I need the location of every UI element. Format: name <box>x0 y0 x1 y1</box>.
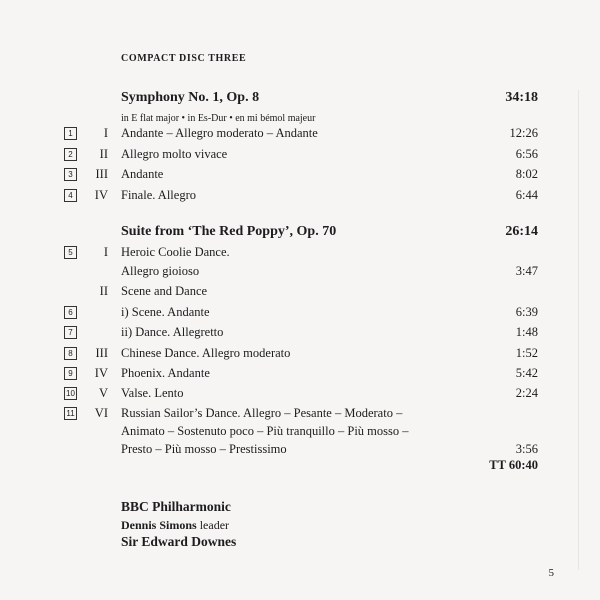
track-time: 3:47 <box>515 264 538 278</box>
track-number: 9 <box>64 367 77 380</box>
track-title: Valse. Lento <box>121 386 184 400</box>
track-time: 8:02 <box>515 167 538 181</box>
track-title: Chinese Dance. Allegro moderato <box>121 346 291 360</box>
track-number: 10 <box>64 387 77 400</box>
movement-numeral: I <box>103 245 108 259</box>
conductor-name: Sir Edward Downes <box>121 534 237 549</box>
track-row <box>0 147 600 167</box>
track-time: 2:24 <box>515 386 538 400</box>
movement-numeral: III <box>95 167 108 181</box>
track-row <box>0 325 600 345</box>
track-title: Russian Sailor’s Dance. Allegro – Pesante – Moderato – <box>121 406 403 420</box>
movement-numeral: II <box>99 284 108 298</box>
movement-numeral: III <box>95 346 108 360</box>
work-title-suite: Suite from ‘The Red Poppy’, Op. 70 <box>121 224 337 239</box>
movement-numeral: II <box>99 147 108 161</box>
track-number: 1 <box>64 127 77 140</box>
track-row <box>0 167 600 187</box>
track-number: 4 <box>64 189 77 202</box>
total-time: TT 60:40 <box>489 458 538 472</box>
track-number: 3 <box>64 168 77 181</box>
track-time: 5:42 <box>515 366 538 380</box>
work-time-suite: 26:14 <box>505 224 538 239</box>
movement-numeral: VI <box>94 406 108 420</box>
track-row-continued <box>0 424 600 444</box>
movement-numeral: IV <box>94 188 108 202</box>
track-title: Finale. Allegro <box>121 188 196 202</box>
track-number: 6 <box>64 306 77 319</box>
work-title-symphony: Symphony No. 1, Op. 8 <box>121 90 260 105</box>
track-time: 6:56 <box>515 147 538 161</box>
track-row-continued <box>0 264 600 284</box>
page-number: 5 <box>548 567 554 579</box>
track-title: Animato – Sostenuto poco – Più tranquillo – Più mosso – <box>121 424 409 438</box>
track-title: Presto – Più mosso – Prestissimo <box>121 442 287 456</box>
track-row <box>0 305 600 325</box>
movement-heading-row <box>0 284 600 304</box>
track-time: 3:56 <box>515 442 538 456</box>
disc-label: COMPACT DISC THREE <box>121 53 247 64</box>
track-time: 1:52 <box>515 346 538 360</box>
track-title: Allegro gioioso <box>121 264 200 278</box>
track-title: Andante – Allegro moderato – Andante <box>121 126 318 140</box>
track-title: Heroic Coolie Dance. <box>121 245 230 259</box>
work-subtitle: in E flat major • in Es-Dur • en mi bémol majeur <box>121 113 316 124</box>
work-time-symphony: 34:18 <box>505 90 538 105</box>
track-number: 5 <box>64 246 77 259</box>
track-row <box>0 126 600 146</box>
track-time: 6:44 <box>515 188 538 202</box>
movement-numeral: I <box>103 126 108 140</box>
leader-role: leader <box>199 518 230 532</box>
movement-numeral: V <box>98 386 108 400</box>
track-time: 12:26 <box>509 126 538 140</box>
track-row <box>0 386 600 406</box>
leader-name: Dennis Simons <box>121 518 197 532</box>
track-number: 11 <box>64 407 77 420</box>
movement-numeral: IV <box>94 366 108 380</box>
track-title: Allegro molto vivace <box>121 147 228 161</box>
track-row <box>0 346 600 366</box>
orchestra-name: BBC Philharmonic <box>121 499 231 514</box>
leader-credit <box>121 518 229 533</box>
track-time: 1:48 <box>515 325 538 339</box>
track-number: 8 <box>64 347 77 360</box>
track-row <box>0 406 600 426</box>
track-title: Scene and Dance <box>121 284 208 298</box>
track-number: 2 <box>64 148 77 161</box>
track-title: ii) Dance. Allegretto <box>121 325 224 339</box>
track-time: 6:39 <box>515 305 538 319</box>
track-row <box>0 366 600 386</box>
track-title: Andante <box>121 167 164 181</box>
track-row <box>0 188 600 208</box>
track-number: 7 <box>64 326 77 339</box>
track-title: Phoenix. Andante <box>121 366 210 380</box>
track-row <box>0 245 600 265</box>
track-title: i) Scene. Andante <box>121 305 210 319</box>
